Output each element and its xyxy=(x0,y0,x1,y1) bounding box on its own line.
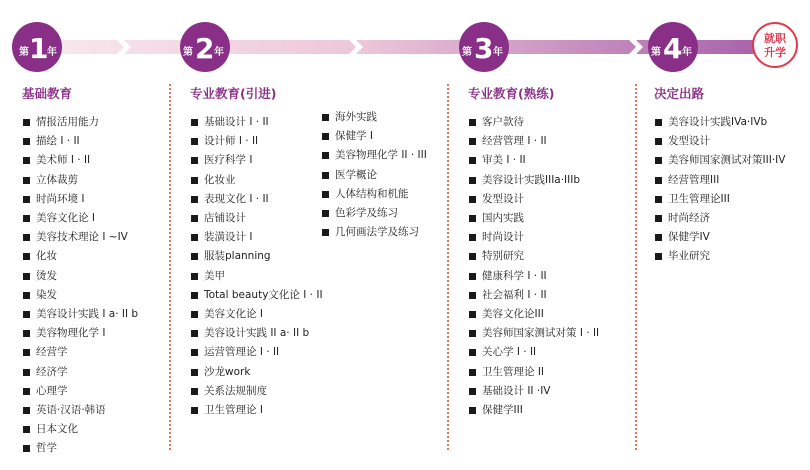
course-item: 美容师国家测试对策III·IV xyxy=(654,151,785,170)
final-goal-badge xyxy=(753,23,797,67)
course-item: 染发 xyxy=(22,286,138,305)
course-list xyxy=(654,113,785,267)
column-divider xyxy=(635,84,637,450)
course-item: 表现文化 I · II xyxy=(190,190,323,209)
course-item: 描绘 I · II xyxy=(22,132,138,151)
course-item: 美甲 xyxy=(190,267,323,286)
column-professional-introduction-extra xyxy=(321,108,427,242)
course-item: 卫生管理论 I xyxy=(190,401,323,420)
svg-text:第: 第 xyxy=(183,47,193,58)
svg-text:升学: 升学 xyxy=(764,46,786,59)
year-badge-2 xyxy=(180,22,230,72)
course-item: 立体裁剪 xyxy=(22,171,138,190)
course-item: 卫生管理论 II xyxy=(468,363,599,382)
course-item: 经营管理III xyxy=(654,171,785,190)
column-divider xyxy=(169,84,171,450)
course-item: 装潢设计 I xyxy=(190,228,323,247)
svg-text:年: 年 xyxy=(214,47,224,58)
course-item: 国内实践 xyxy=(468,209,599,228)
course-item: 美容技术理论 I ~IV xyxy=(22,228,138,247)
course-item: 人体结构和机能 xyxy=(321,185,427,204)
column-title: 专业教育(引进) xyxy=(190,86,277,101)
course-item: 美术师 I · II xyxy=(22,151,138,170)
course-item: 时尚设计 xyxy=(468,228,599,247)
course-item: 发型设计 xyxy=(654,132,785,151)
course-item: Total beauty文化论 I · II xyxy=(190,286,323,305)
course-item: 店铺设计 xyxy=(190,209,323,228)
course-item: 美容文化论 I xyxy=(22,209,138,228)
svg-text:第: 第 xyxy=(19,47,29,58)
course-item: 保健学 I xyxy=(321,127,427,146)
svg-text:第: 第 xyxy=(651,47,661,58)
year-timeline xyxy=(0,0,810,84)
course-item: 经济学 xyxy=(22,363,138,382)
course-item: 关系法规制度 xyxy=(190,382,323,401)
course-item: 医疗科学 I xyxy=(190,151,323,170)
course-item: 时尚经济 xyxy=(654,209,785,228)
course-item: 基础设计 II ·IV xyxy=(468,382,599,401)
course-item: 沙龙work xyxy=(190,363,323,382)
svg-text:1: 1 xyxy=(29,32,49,65)
course-item: 化妆 xyxy=(22,247,138,266)
course-item: 英语·汉语·韩语 xyxy=(22,401,138,420)
course-item: 日本文化 xyxy=(22,420,138,439)
column-title: 基础教育 xyxy=(22,86,73,101)
column-career-decision xyxy=(654,84,785,267)
year-badge-4 xyxy=(648,22,698,72)
course-item: 几何画法学及练习 xyxy=(321,223,427,242)
course-item: 服装planning xyxy=(190,247,323,266)
course-item: 卫生管理论III xyxy=(654,190,785,209)
course-item: 哲学 xyxy=(22,439,138,458)
course-item: 设计师 I · II xyxy=(190,132,323,151)
course-item: 美容设计实践 II a· II b xyxy=(190,324,323,343)
svg-text:2: 2 xyxy=(195,32,215,65)
svg-text:3: 3 xyxy=(474,32,494,65)
column-divider xyxy=(447,84,449,450)
course-item: 客户款待 xyxy=(468,113,599,132)
course-item: 健康科学 I · II xyxy=(468,267,599,286)
column-title: 决定出路 xyxy=(654,86,705,101)
course-item: 经营管理 I · II xyxy=(468,132,599,151)
course-item: 情报活用能力 xyxy=(22,113,138,132)
svg-text:4: 4 xyxy=(663,32,683,65)
svg-text:就职: 就职 xyxy=(764,32,786,45)
svg-text:年: 年 xyxy=(682,47,692,58)
course-item: 色彩学及练习 xyxy=(321,204,427,223)
course-item: 心理学 xyxy=(22,382,138,401)
course-item: 美容物理化学 I xyxy=(22,324,138,343)
svg-text:年: 年 xyxy=(493,47,503,58)
course-item: 毕业研究 xyxy=(654,247,785,266)
year-badge-3 xyxy=(459,22,509,72)
course-list xyxy=(468,113,599,420)
course-item: 社会福利 I · II xyxy=(468,286,599,305)
course-item: 美容文化论III xyxy=(468,305,599,324)
course-item: 经营学 xyxy=(22,343,138,362)
course-item: 美容设计实践IVa·IVb xyxy=(654,113,785,132)
year-badge-1 xyxy=(12,22,62,72)
column-title: 专业教育(熟练) xyxy=(468,86,555,101)
column-professional-proficiency xyxy=(468,84,599,420)
course-item: 审美 I · II xyxy=(468,151,599,170)
course-item: 美容文化论 I xyxy=(190,305,323,324)
column-professional-introduction xyxy=(190,84,323,420)
course-item: 时尚环境 I xyxy=(22,190,138,209)
course-list xyxy=(190,113,323,420)
course-item: 化妆业 xyxy=(190,171,323,190)
course-item: 特别研究 xyxy=(468,247,599,266)
svg-text:第: 第 xyxy=(462,47,472,58)
course-item: 美容设计实践IIIa·IIIb xyxy=(468,171,599,190)
course-item: 保健学IV xyxy=(654,228,785,247)
course-item: 运营管理论 I · II xyxy=(190,343,323,362)
course-item: 关心学 I · II xyxy=(468,343,599,362)
course-item: 美容物理化学 II · III xyxy=(321,146,427,165)
course-item: 基础设计 I · II xyxy=(190,113,323,132)
svg-text:年: 年 xyxy=(47,47,57,58)
course-item: 烫发 xyxy=(22,267,138,286)
course-item: 医学概论 xyxy=(321,166,427,185)
course-item: 发型设计 xyxy=(468,190,599,209)
course-list xyxy=(321,108,427,242)
column-basic-education xyxy=(22,84,138,459)
course-item: 美容师国家测试对策 I · II xyxy=(468,324,599,343)
course-list xyxy=(22,113,138,459)
course-item: 保健学III xyxy=(468,401,599,420)
course-item: 美容设计实践 I a· II b xyxy=(22,305,138,324)
course-item: 海外实践 xyxy=(321,108,427,127)
